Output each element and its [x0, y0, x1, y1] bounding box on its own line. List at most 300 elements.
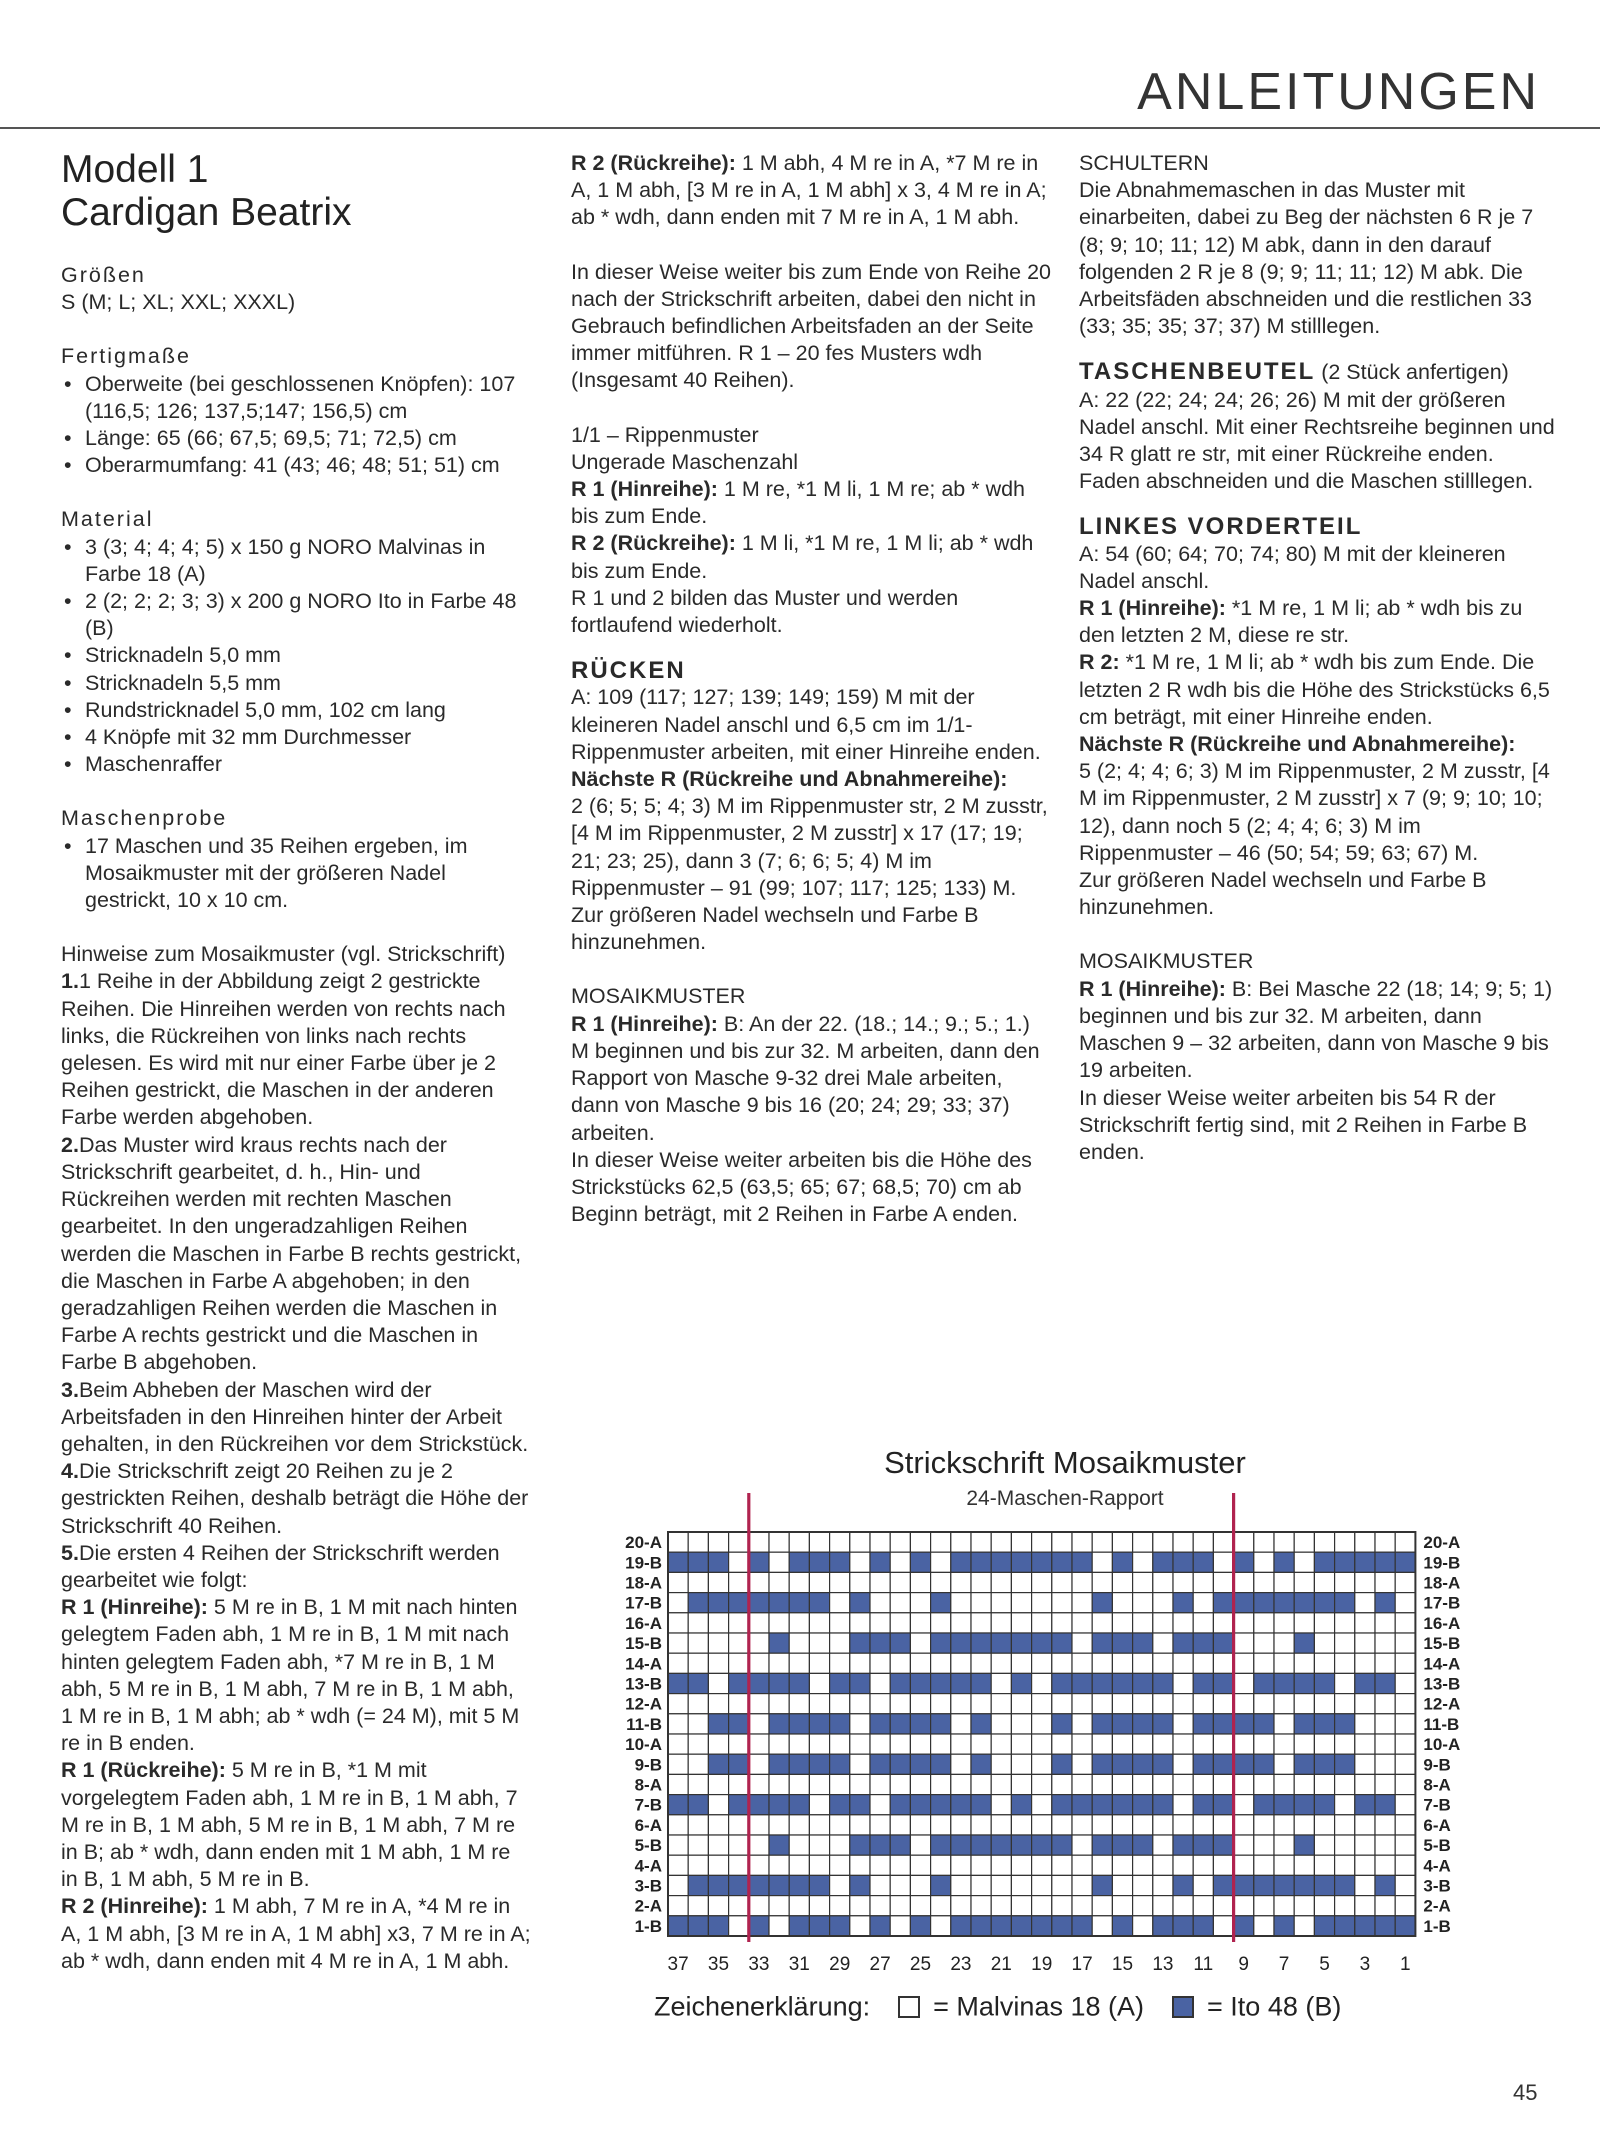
row-text: *1 M re, 1 M li; ab * wdh bis zu den letzten 2 M, diese re str.	[1079, 596, 1523, 648]
chart-cell	[1092, 1795, 1112, 1815]
chart-cell	[1011, 1916, 1031, 1936]
chart-cell	[1375, 1694, 1395, 1714]
chart-cell	[729, 1754, 749, 1774]
chart-cell	[1314, 1916, 1334, 1936]
chart-cell	[1092, 1532, 1112, 1552]
chart-cell	[1032, 1795, 1052, 1815]
chart-cell	[931, 1653, 951, 1673]
chart-cell	[1274, 1835, 1294, 1855]
chart-cell	[749, 1593, 769, 1613]
chart-cell	[729, 1714, 749, 1734]
chart-cell	[1355, 1835, 1375, 1855]
chart-cell	[991, 1774, 1011, 1794]
chart-cell	[890, 1653, 910, 1673]
row-label-right: 12-A	[1423, 1694, 1461, 1714]
chart-cell	[890, 1532, 910, 1552]
chart-cell	[1274, 1916, 1294, 1936]
chart-cell	[1294, 1613, 1314, 1633]
chart-cell	[850, 1694, 870, 1714]
chart-cell	[668, 1532, 688, 1552]
chart-cell	[1234, 1896, 1254, 1916]
row-label-right: 1-B	[1423, 1916, 1451, 1936]
chart-cell	[991, 1653, 1011, 1673]
chart-cell	[1072, 1572, 1092, 1592]
chart-cell	[1274, 1572, 1294, 1592]
chart-cell	[830, 1916, 850, 1936]
chart-cell	[1294, 1633, 1314, 1653]
chart-cell	[1335, 1572, 1355, 1592]
chart-cell	[931, 1572, 951, 1592]
chart-cell	[1011, 1532, 1031, 1552]
chart-cell	[870, 1896, 890, 1916]
chart-cell	[910, 1916, 930, 1936]
x-tick-label: 17	[1071, 1954, 1093, 1975]
chart-cell	[1153, 1734, 1173, 1754]
model-title	[61, 148, 531, 234]
chart-cell	[1294, 1593, 1314, 1613]
row-label-left: 14-A	[625, 1654, 662, 1674]
chart-cell	[668, 1694, 688, 1714]
chart-cell	[769, 1754, 789, 1774]
row-label: R 1 (Hinreihe):	[571, 1011, 718, 1036]
chart-cell	[1072, 1532, 1092, 1552]
chart-cell	[830, 1835, 850, 1855]
chart-cell	[1112, 1774, 1132, 1794]
model-title-line2: Cardigan Beatrix	[61, 191, 352, 234]
chart-cell	[769, 1896, 789, 1916]
chart-cell	[931, 1694, 951, 1714]
chart-cell	[1133, 1835, 1153, 1855]
chart-cell	[1294, 1532, 1314, 1552]
chart-cell	[1375, 1552, 1395, 1572]
chart-cell	[1052, 1875, 1072, 1895]
chart-cell	[1213, 1855, 1233, 1875]
chart-cell	[1193, 1855, 1213, 1875]
chart-cell	[1011, 1875, 1031, 1895]
chart-cell	[1234, 1572, 1254, 1592]
chart-cell	[668, 1754, 688, 1774]
chart-cell	[1072, 1552, 1092, 1572]
chart-cell	[1092, 1855, 1112, 1875]
chart-cell	[1254, 1815, 1274, 1835]
chart-grid	[570, 1445, 1560, 2005]
paragraph: A: 54 (60; 64; 70; 74; 80) M mit der kleineren Nadel anschl.	[1079, 541, 1506, 593]
chart-cell	[870, 1673, 890, 1693]
chart-cell	[890, 1673, 910, 1693]
chart-cell	[1092, 1613, 1112, 1633]
chart-cell	[1335, 1532, 1355, 1552]
chart-cell	[1072, 1855, 1092, 1875]
note-5	[61, 1540, 531, 1594]
chart-cell	[1193, 1593, 1213, 1613]
note-4	[61, 1458, 531, 1540]
chart-cell	[1052, 1552, 1072, 1572]
chart-cell	[688, 1815, 708, 1835]
chart-cell	[729, 1532, 749, 1552]
chart-cell	[1234, 1552, 1254, 1572]
chart-cell	[729, 1875, 749, 1895]
note-text: Das Muster wird kraus rechts nach der Strickschrift gearbeitet, d. h., Hin- und Rückreihen werden mit rechten Maschen gearbeitet. In den ungeradzahligen Reihen werden die Maschen in Farbe B rechts gestrickt, die Maschen in Farbe A abgehoben; in den geradzahligen Reihen werden die Maschen in Farbe A rechts gestrickt und die Maschen in Farbe B abgehoben.	[61, 1132, 522, 1375]
x-tick-label: 25	[909, 1954, 932, 1975]
chart-cell	[1314, 1694, 1334, 1714]
chart-cell	[809, 1532, 829, 1552]
shoulder-heading: SCHULTERN	[1079, 151, 1209, 175]
chart-cell	[1193, 1714, 1213, 1734]
chart-cell	[1213, 1835, 1233, 1855]
chart-cell	[1355, 1694, 1375, 1714]
chart-cell	[1112, 1875, 1132, 1895]
note-number: 2.	[61, 1132, 79, 1157]
row-text: 5 M re in B, 1 M mit nach hinten gelegtem Faden abh, 1 M re in B, 1 M mit nach hinten gelegtem Faden abh, *7 M re in B, 1 M abh, 5 M re in B, 1 M abh, 7 M re in B, 1 M abh, 1 M re in B, 1 M abh; ab * wdh (= 24 M), mit 5 M re in B enden.	[61, 1595, 520, 1756]
chart-cell	[1092, 1694, 1112, 1714]
chart-cell	[1213, 1653, 1233, 1673]
chart-cell	[1133, 1795, 1153, 1815]
chart-cell	[1092, 1754, 1112, 1774]
row-label-left: 12-A	[625, 1694, 662, 1714]
chart-cell	[971, 1653, 991, 1673]
measures-heading: Fertigmaße	[61, 344, 191, 369]
chart-cell	[1032, 1613, 1052, 1633]
chart-cell	[1032, 1896, 1052, 1916]
chart-cell	[850, 1815, 870, 1835]
chart-cell	[708, 1714, 728, 1734]
chart-cell	[890, 1572, 910, 1592]
chart-cell	[1112, 1653, 1132, 1673]
chart-cell	[749, 1673, 769, 1693]
chart-cell	[688, 1875, 708, 1895]
chart-cell	[1254, 1855, 1274, 1875]
chart-cell	[1072, 1774, 1092, 1794]
chart-cell	[1274, 1875, 1294, 1895]
chart-cell	[1395, 1896, 1415, 1916]
chart-cell	[1153, 1875, 1173, 1895]
chart-cell	[991, 1835, 1011, 1855]
chart-cell	[1153, 1613, 1173, 1633]
chart-cell	[1355, 1633, 1375, 1653]
chart-cell	[1032, 1734, 1052, 1754]
sizes-heading: Größen	[61, 263, 146, 287]
chart-cell	[1052, 1714, 1072, 1734]
chart-cell	[1355, 1855, 1375, 1875]
chart-cell	[1193, 1552, 1213, 1572]
x-tick-label: 35	[707, 1954, 730, 1975]
row-label-right: 2-A	[1423, 1896, 1451, 1916]
chart-cell	[769, 1613, 789, 1633]
chart-cell	[1213, 1633, 1233, 1653]
chart-cell	[991, 1593, 1011, 1613]
chart-cell	[769, 1714, 789, 1734]
chart-cell	[668, 1835, 688, 1855]
chart-cell	[971, 1835, 991, 1855]
row-label-right: 11-B	[1423, 1714, 1460, 1734]
chart-cell	[1173, 1593, 1193, 1613]
list-item: • Rundstricknadel 5,0 mm, 102 cm lang	[61, 697, 531, 724]
chart-cell	[1193, 1694, 1213, 1714]
chart-cell	[910, 1896, 930, 1916]
row-label-right: 15-B	[1423, 1634, 1461, 1654]
column-2	[571, 150, 1051, 1228]
chart-cell	[1011, 1593, 1031, 1613]
chart-cell	[1032, 1855, 1052, 1875]
chart-cell	[668, 1673, 688, 1693]
chart-cell	[688, 1896, 708, 1916]
chart-title: Strickschrift Mosaikmuster	[884, 1445, 1246, 1480]
chart-cell	[1213, 1875, 1233, 1895]
chart-cell	[688, 1795, 708, 1815]
chart-cell	[1011, 1774, 1031, 1794]
row-label-left: 20-A	[625, 1533, 662, 1553]
chart-cell	[1335, 1855, 1355, 1875]
chart-cell	[1274, 1613, 1294, 1633]
column-3	[1079, 150, 1559, 1166]
chart-cell	[809, 1795, 829, 1815]
chart-cell	[951, 1795, 971, 1815]
chart-cell	[951, 1593, 971, 1613]
chart-cell	[1213, 1673, 1233, 1693]
chart-cell	[688, 1552, 708, 1572]
chart-cell	[1072, 1694, 1092, 1714]
chart-cell	[1133, 1815, 1153, 1835]
chart-cell	[870, 1916, 890, 1936]
chart-cell	[1112, 1673, 1132, 1693]
chart-cell	[1254, 1754, 1274, 1774]
chart-cell	[668, 1916, 688, 1936]
chart-cell	[1112, 1714, 1132, 1734]
chart-cell	[991, 1896, 1011, 1916]
row-label-left: 17-B	[625, 1593, 662, 1613]
row-label-left: 18-A	[625, 1573, 662, 1593]
chart-cell	[1274, 1532, 1294, 1552]
chart-cell	[1112, 1754, 1132, 1774]
chart-cell	[1274, 1855, 1294, 1875]
row-label-right: 10-A	[1423, 1735, 1461, 1755]
chart-cell	[1234, 1673, 1254, 1693]
chart-cell	[729, 1653, 749, 1673]
chart-cell	[769, 1916, 789, 1936]
x-tick-label: 13	[1152, 1954, 1174, 1975]
chart-cell	[830, 1532, 850, 1552]
chart-cell	[1153, 1552, 1173, 1572]
chart-cell	[1133, 1532, 1153, 1552]
list-item: • 3 (3; 4; 4; 4; 5) x 150 g NORO Malvinas in Farbe 18 (A)	[61, 534, 531, 588]
chart-cell	[1335, 1552, 1355, 1572]
chart-cell	[1173, 1815, 1193, 1835]
chart-cell	[1335, 1613, 1355, 1633]
chart-cell	[1335, 1835, 1355, 1855]
chart-cell	[951, 1855, 971, 1875]
chart-cell	[769, 1855, 789, 1875]
chart-cell	[1375, 1896, 1395, 1916]
filled-square-icon	[1172, 1996, 1194, 2018]
chart-cell	[1395, 1673, 1415, 1693]
chart-cell	[729, 1673, 749, 1693]
chart-cell	[1375, 1572, 1395, 1592]
chart-cell	[1355, 1795, 1375, 1815]
chart-cell	[729, 1734, 749, 1754]
chart-cell	[1395, 1835, 1415, 1855]
chart-cell	[1234, 1815, 1254, 1835]
chart-cell	[1193, 1795, 1213, 1815]
chart-cell	[1234, 1633, 1254, 1653]
note-text: 1 Reihe in der Abbildung zeigt 2 gestrickte Reihen. Die Hinreihen werden von rechts nach links, die Rückreihen von links nach rechts gelesen. Es wird mit nur einer Farbe über je 2 Reihen gestrickt, die Maschen in der anderen Farbe werden abgehoben.	[61, 969, 506, 1130]
chart-cell	[870, 1855, 890, 1875]
chart-cell	[1213, 1815, 1233, 1835]
chart-cell	[1072, 1835, 1092, 1855]
chart-cell	[1213, 1714, 1233, 1734]
chart-cell	[1072, 1815, 1092, 1835]
chart-cell	[789, 1896, 809, 1916]
row-instruction	[1079, 976, 1559, 1085]
chart-cell	[1254, 1774, 1274, 1794]
chart-cell	[809, 1653, 829, 1673]
chart-cell	[688, 1653, 708, 1673]
chart-cell	[910, 1734, 930, 1754]
chart-cell	[1032, 1714, 1052, 1734]
chart-cell	[1112, 1633, 1132, 1653]
row-text: 1 M li, *1 M re, 1 M li; ab * wdh bis zum Ende.	[571, 531, 1034, 583]
chart-cell	[809, 1754, 829, 1774]
chart-cell	[1335, 1633, 1355, 1653]
x-tick-label: 1	[1400, 1954, 1411, 1975]
chart-cell	[971, 1795, 991, 1815]
list-item: • 4 Knöpfe mit 32 mm Durchmesser	[61, 724, 531, 751]
chart-cell	[1274, 1673, 1294, 1693]
chart-cell	[1254, 1653, 1274, 1673]
chart-cell	[769, 1673, 789, 1693]
chart-cell	[769, 1835, 789, 1855]
chart-cell	[1173, 1835, 1193, 1855]
note-2	[61, 1132, 531, 1377]
section-header: ANLEITUNGEN	[1137, 63, 1540, 121]
x-tick-label: 37	[667, 1954, 689, 1975]
chart-cell	[890, 1714, 910, 1734]
chart-cell	[1092, 1835, 1112, 1855]
chart-cell	[1294, 1572, 1314, 1592]
chart-cell	[1052, 1532, 1072, 1552]
note-text: Die ersten 4 Reihen der Strickschrift werden gearbeitet wie folgt:	[61, 1540, 500, 1592]
chart-cell	[1052, 1835, 1072, 1855]
chart-cell	[1133, 1653, 1153, 1673]
chart-cell	[1133, 1896, 1153, 1916]
chart-cell	[749, 1532, 769, 1552]
chart-cell	[1213, 1593, 1233, 1613]
row-label-left: 8-A	[634, 1775, 662, 1795]
chart-cell	[1314, 1795, 1334, 1815]
chart-cell	[931, 1896, 951, 1916]
paragraph: 2 (6; 5; 5; 4; 3) M im Rippenmuster str, 2 M zusstr, [4 M im Rippenmuster, 2 M zusstr] x 17 (17; 19; 21; 23; 25), dann 3 (7; 6; 6; 5; 4) M im Rippenmuster – 91 (99; 107; 117; 125; 133) M.	[571, 794, 1048, 900]
chart-cell	[1375, 1532, 1395, 1552]
chart-cell	[951, 1714, 971, 1734]
chart-cell	[1072, 1795, 1092, 1815]
chart-cell	[1234, 1694, 1254, 1714]
chart-cell	[1052, 1653, 1072, 1673]
chart-cell	[1375, 1875, 1395, 1895]
note-text: Die Strickschrift zeigt 20 Reihen zu je 2 gestrickten Reihen, deshalb beträgt die Höhe der Strickschrift 40 Reihen.	[61, 1459, 529, 1538]
chart-cell	[951, 1754, 971, 1774]
chart-cell	[1153, 1673, 1173, 1693]
chart-cell	[1395, 1916, 1415, 1936]
chart-cell	[1072, 1673, 1092, 1693]
chart-cell	[1294, 1795, 1314, 1815]
paragraph: Zur größeren Nadel wechseln und Farbe B hinzunehmen.	[571, 903, 979, 955]
chart-cell	[971, 1694, 991, 1714]
chart-cell	[971, 1734, 991, 1754]
note-number: 4.	[61, 1459, 79, 1484]
chart-cell	[1355, 1572, 1375, 1592]
chart-cell	[991, 1714, 1011, 1734]
chart-cell	[910, 1714, 930, 1734]
chart-cell	[1314, 1774, 1334, 1794]
chart-cell	[1254, 1572, 1274, 1592]
list-item: • 2 (2; 2; 2; 3; 3) x 200 g NORO Ito in Farbe 48 (B)	[61, 588, 531, 642]
chart-cell	[1395, 1754, 1415, 1774]
chart-cell	[1193, 1815, 1213, 1835]
chart-cell	[830, 1896, 850, 1916]
chart-cell	[870, 1552, 890, 1572]
chart-cell	[991, 1532, 1011, 1552]
chart-cell	[668, 1734, 688, 1754]
chart-cell	[991, 1855, 1011, 1875]
note-number: 3.	[61, 1377, 79, 1402]
chart-cell	[668, 1593, 688, 1613]
row-label-right: 17-B	[1423, 1593, 1461, 1613]
chart-cell	[1173, 1694, 1193, 1714]
chart-cell	[769, 1633, 789, 1653]
chart-cell	[809, 1774, 829, 1794]
chart-cell	[951, 1532, 971, 1552]
chart-cell	[931, 1754, 951, 1774]
chart-cell	[1314, 1714, 1334, 1734]
chart-cell	[1173, 1633, 1193, 1653]
chart-cell	[1011, 1572, 1031, 1592]
chart-cell	[1193, 1774, 1213, 1794]
chart-cell	[1294, 1774, 1314, 1794]
chart-cell	[749, 1815, 769, 1835]
chart-cell	[729, 1593, 749, 1613]
paragraph: In dieser Weise weiter bis zum Ende von Reihe 20 nach der Strickschrift arbeiten, dabei den nicht in Gebrauch befindlichen Arbeitsfaden an der Seite immer mitführen. R 1 – 20 fes Musters wdh (Insgesamt 40 Reihen).	[571, 259, 1052, 393]
chart-cell	[971, 1855, 991, 1875]
chart-cell	[668, 1855, 688, 1875]
material-list	[61, 534, 531, 779]
chart-cell	[688, 1673, 708, 1693]
chart-cell	[1092, 1633, 1112, 1653]
chart-cell	[668, 1653, 688, 1673]
chart-cell	[910, 1593, 930, 1613]
chart-cell	[668, 1815, 688, 1835]
chart-cell	[850, 1532, 870, 1552]
chart-cell	[1335, 1875, 1355, 1895]
chart-cell	[1072, 1593, 1092, 1613]
chart-cell	[890, 1552, 910, 1572]
chart-cell	[870, 1653, 890, 1673]
chart-cell	[1011, 1673, 1031, 1693]
chart-cell	[769, 1572, 789, 1592]
chart-cell	[1153, 1532, 1173, 1552]
paragraph: In dieser Weise weiter arbeiten bis die Höhe des Strickstücks 62,5 (63,5; 65; 67; 68,5; 70) cm ab Beginn beträgt, mit 2 Reihen in Farbe A enden.	[571, 1147, 1032, 1227]
chart-cell	[809, 1916, 829, 1936]
chart-cell	[931, 1613, 951, 1633]
knitting-chart	[570, 1445, 1560, 2045]
chart-cell	[1032, 1532, 1052, 1552]
chart-cell	[749, 1896, 769, 1916]
chart-cell	[789, 1734, 809, 1754]
chart-cell	[931, 1633, 951, 1653]
chart-cell	[809, 1613, 829, 1633]
chart-cell	[870, 1754, 890, 1774]
chart-cell	[789, 1714, 809, 1734]
note-3	[61, 1377, 531, 1459]
chart-cell	[931, 1835, 951, 1855]
